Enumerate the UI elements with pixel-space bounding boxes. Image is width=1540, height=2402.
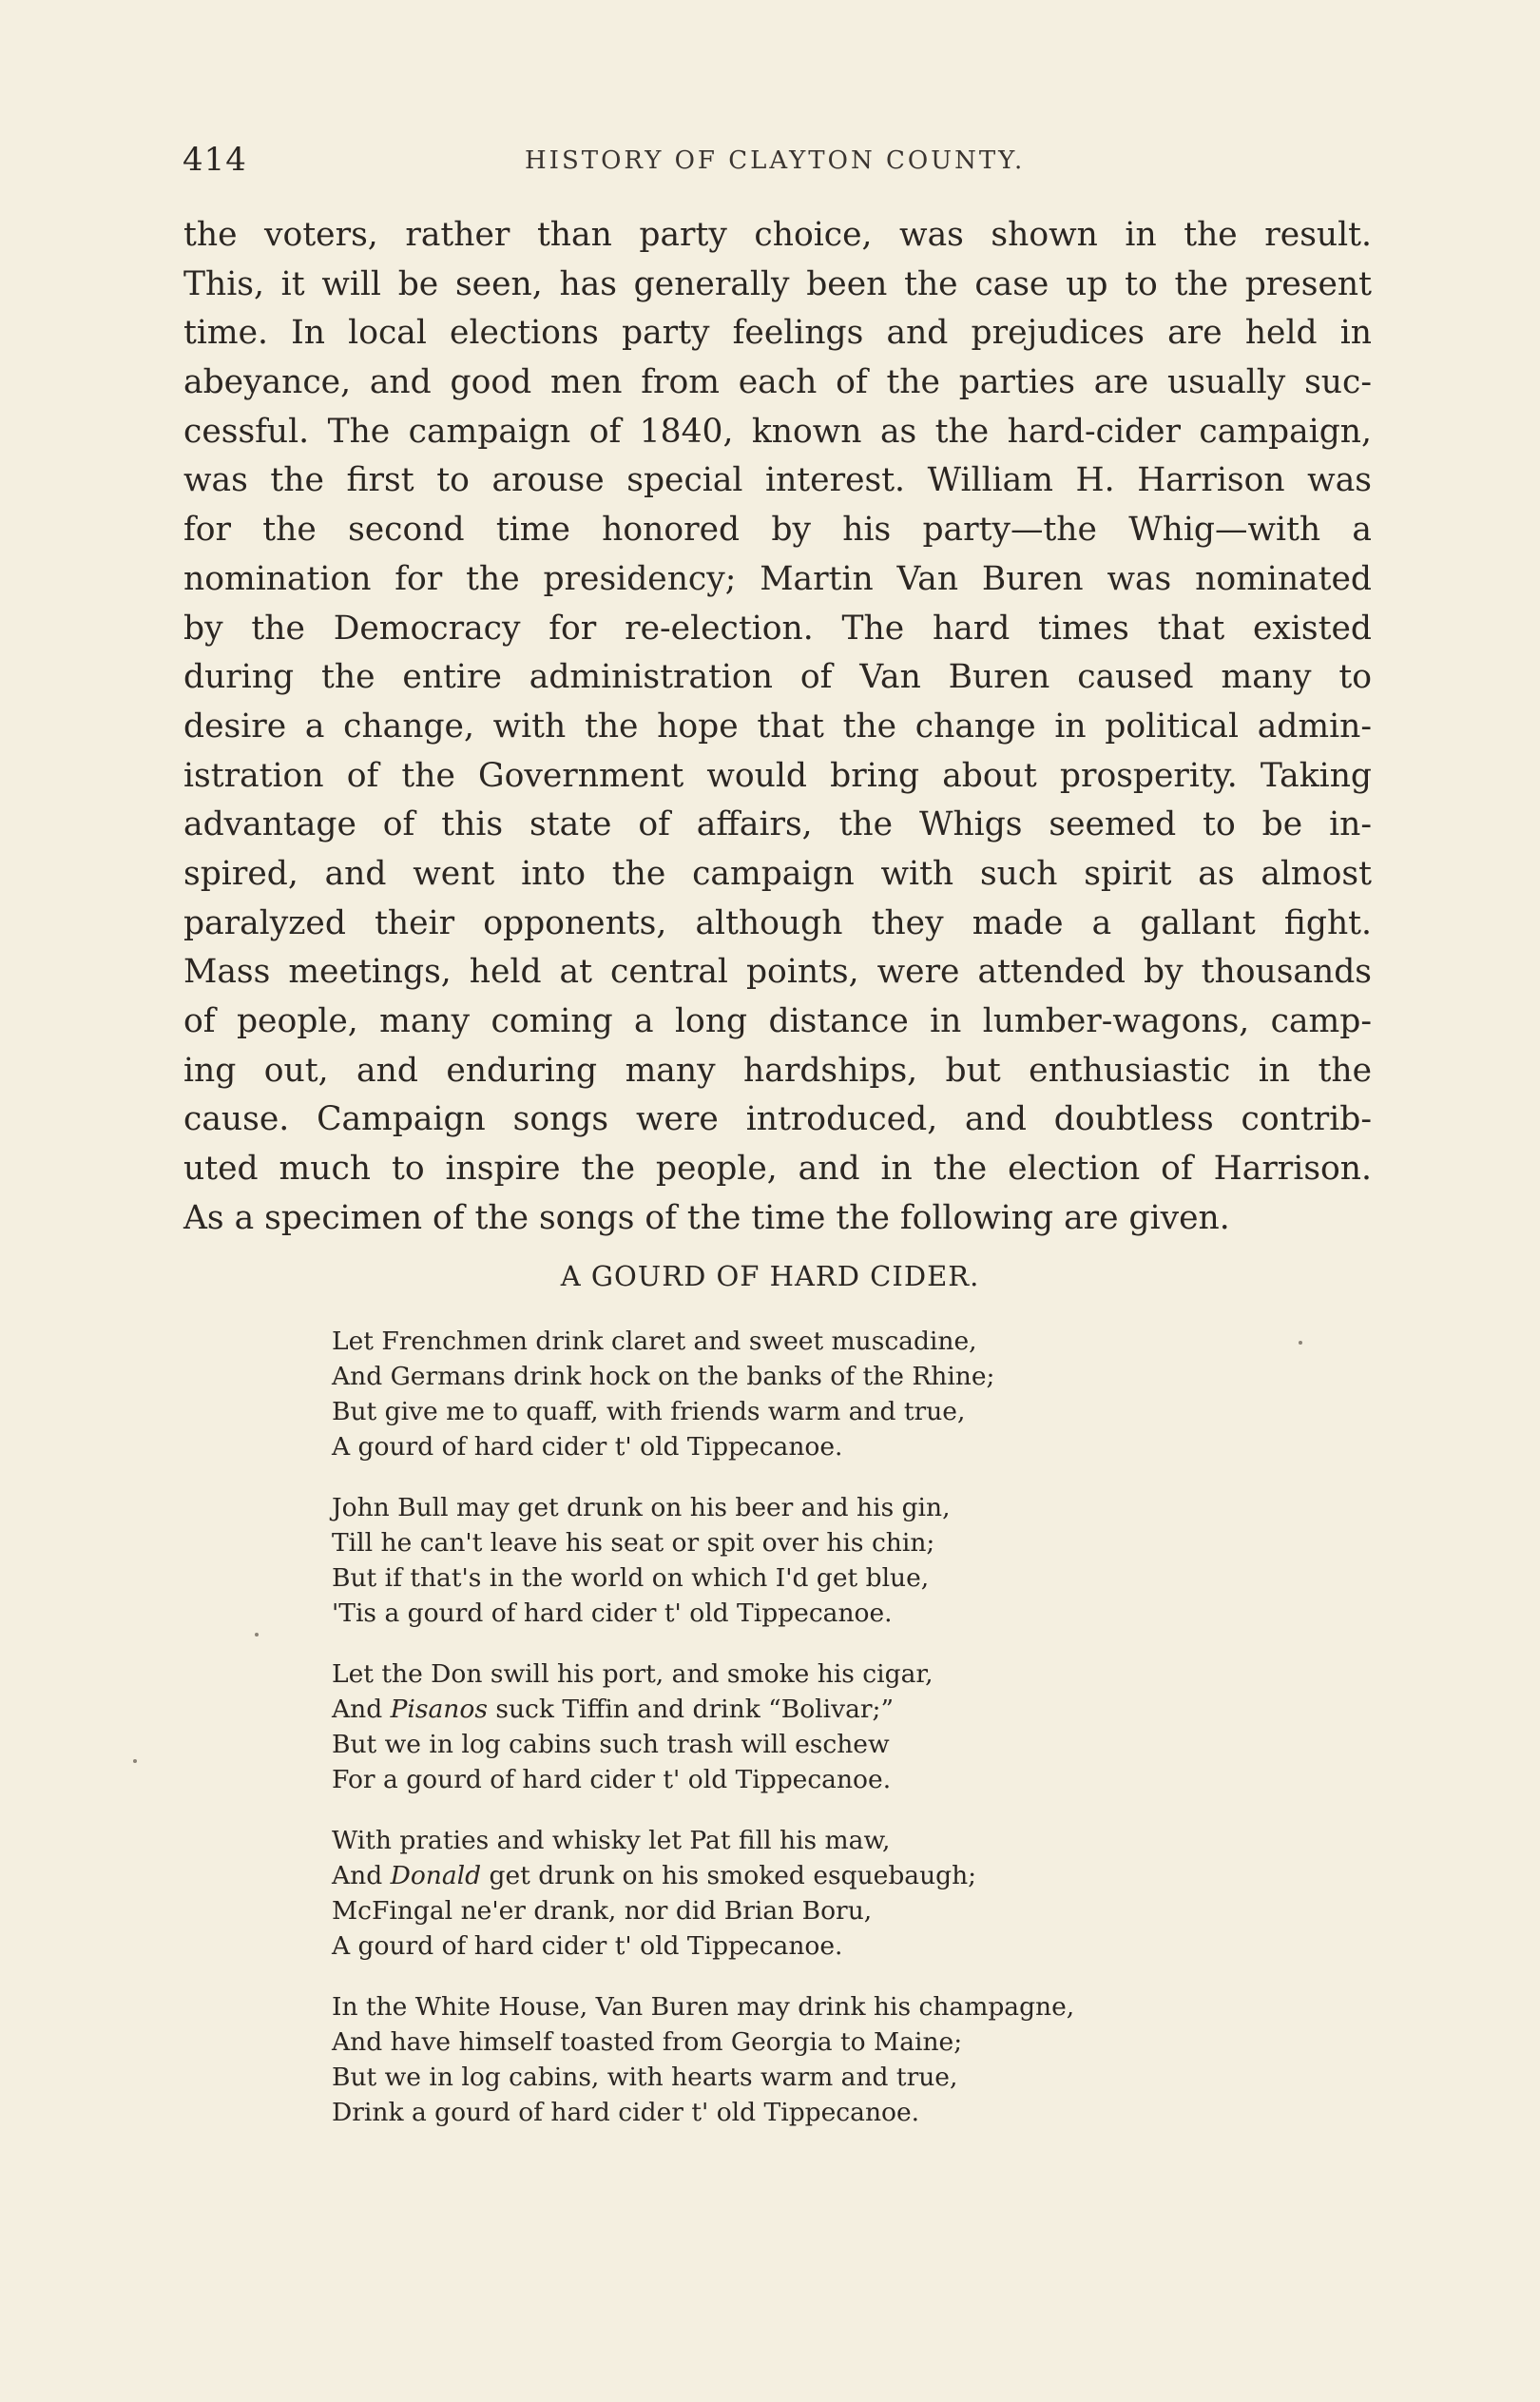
verse-line: John Bull may get drunk on his beer and his gin, xyxy=(332,1493,951,1522)
paragraph-line: spired, and went into the campaign with such spirit as almost xyxy=(183,854,1372,893)
verse-text: And xyxy=(332,1861,391,1890)
verse-italic-name: Pisanos xyxy=(390,1695,488,1724)
paragraph-line: during the entire administration of Van Buren caused many to xyxy=(183,658,1372,697)
paragraph-line: time. In local elections party feelings and prejudices are held in xyxy=(183,314,1372,353)
paragraph-line: was the first to arouse special interest. William H. Harrison was xyxy=(183,461,1372,500)
stanza xyxy=(332,1324,1377,1464)
paragraph-line: This, it will be seen, has generally been the case up to the present xyxy=(183,264,1372,303)
paragraph-line: by the Democracy for re-election. The hard times that existed xyxy=(183,609,1372,648)
verse-line: With praties and whisky let Pat fill his maw, xyxy=(332,1826,891,1855)
print-speck xyxy=(1299,1341,1302,1345)
stanza xyxy=(332,1656,1377,1797)
paragraph-line: As a specimen of the songs of the time the following are given. xyxy=(183,1198,1230,1237)
verse-line: But give me to quaff, with friends warm and true, xyxy=(332,1397,966,1426)
poem-title: A GOURD OF HARD CIDER. xyxy=(560,1260,980,1292)
verse-line: Let Frenchmen drink claret and sweet muscadine, xyxy=(332,1327,977,1356)
stanza xyxy=(332,1989,1377,2130)
paragraph-line: nomination for the presidency; Martin Van Buren was nominated xyxy=(183,559,1372,598)
paragraph-line: cause. Campaign songs were introduced, and doubtless contrib- xyxy=(183,1100,1372,1139)
paragraph-line: paralyzed their opponents, although they made a gallant fight. xyxy=(183,903,1372,942)
print-speck xyxy=(133,1759,137,1763)
verse-italic-name: Donald xyxy=(390,1861,482,1890)
verse-line: But we in log cabins such trash will eschew xyxy=(332,1730,890,1759)
paragraph-line: of people, many coming a long distance in lumber-wagons, camp- xyxy=(183,1002,1372,1040)
verse-line: Drink a gourd of hard cider t' old Tippecanoe. xyxy=(332,2098,920,2127)
paragraph-line: abeyance, and good men from each of the parties are usually suc- xyxy=(183,363,1372,402)
verse-line: For a gourd of hard cider t' old Tippecanoe. xyxy=(332,1765,892,1794)
running-head xyxy=(183,141,1371,179)
verse-text: suck Tiffin and drink “Bolivar;” xyxy=(487,1695,895,1724)
body-paragraph xyxy=(183,211,1372,1243)
stanza xyxy=(332,1490,1377,1631)
paragraph-line: uted much to inspire the people, and in the election of Harrison. xyxy=(183,1150,1372,1189)
verse-line: But we in log cabins, with hearts warm and true, xyxy=(332,2063,958,2092)
paragraph-line: the voters, rather than party choice, was shown in the result. xyxy=(183,216,1372,254)
verse-line: And have himself toasted from Georgia to Maine; xyxy=(332,2027,963,2057)
print-speck xyxy=(255,1633,259,1637)
verse-line: McFingal ne'er drank, nor did Brian Boru, xyxy=(332,1896,873,1926)
running-head-title: HISTORY OF CLAYTON COUNTY. xyxy=(525,146,1026,175)
verse-line: A gourd of hard cider t' old Tippecanoe. xyxy=(332,1931,843,1961)
poem xyxy=(332,1324,1377,2156)
verse-line: And Germans drink hock on the banks of the Rhine; xyxy=(332,1362,995,1391)
verse-line: In the White House, Van Buren may drink his champagne, xyxy=(332,1992,1075,2022)
verse-text: And xyxy=(332,1695,391,1724)
paragraph-line: Mass meetings, held at central points, were attended by thousands xyxy=(183,953,1372,992)
paragraph-line: for the second time honored by his party—the Whig—with a xyxy=(183,511,1372,550)
page-number: 414 xyxy=(183,141,247,179)
verse-line: Till he can't leave his seat or spit over his chin; xyxy=(332,1528,935,1558)
paragraph-line: advantage of this state of affairs, the Whigs seemed to be in- xyxy=(183,805,1372,844)
verse-line: But if that's in the world on which I'd get blue, xyxy=(332,1563,930,1593)
paragraph-line: desire a change, with the hope that the change in political admin- xyxy=(183,707,1372,746)
paragraph-line: ing out, and enduring many hardships, but enthusiastic in the xyxy=(183,1051,1372,1090)
verse-line xyxy=(332,1858,1377,1893)
verse-line: A gourd of hard cider t' old Tippecanoe. xyxy=(332,1432,843,1462)
verse-text: get drunk on his smoked esquebaugh; xyxy=(481,1861,977,1890)
verse-line: 'Tis a gourd of hard cider t' old Tippecanoe. xyxy=(332,1598,893,1628)
verse-line: Let the Don swill his port, and smoke his cigar, xyxy=(332,1659,934,1689)
paragraph-line: cessful. The campaign of 1840, known as the hard-cider campaign, xyxy=(183,412,1372,451)
verse-line xyxy=(332,1692,1377,1727)
paragraph-line: istration of the Government would bring about prosperity. Taking xyxy=(183,756,1372,795)
stanza xyxy=(332,1823,1377,1964)
